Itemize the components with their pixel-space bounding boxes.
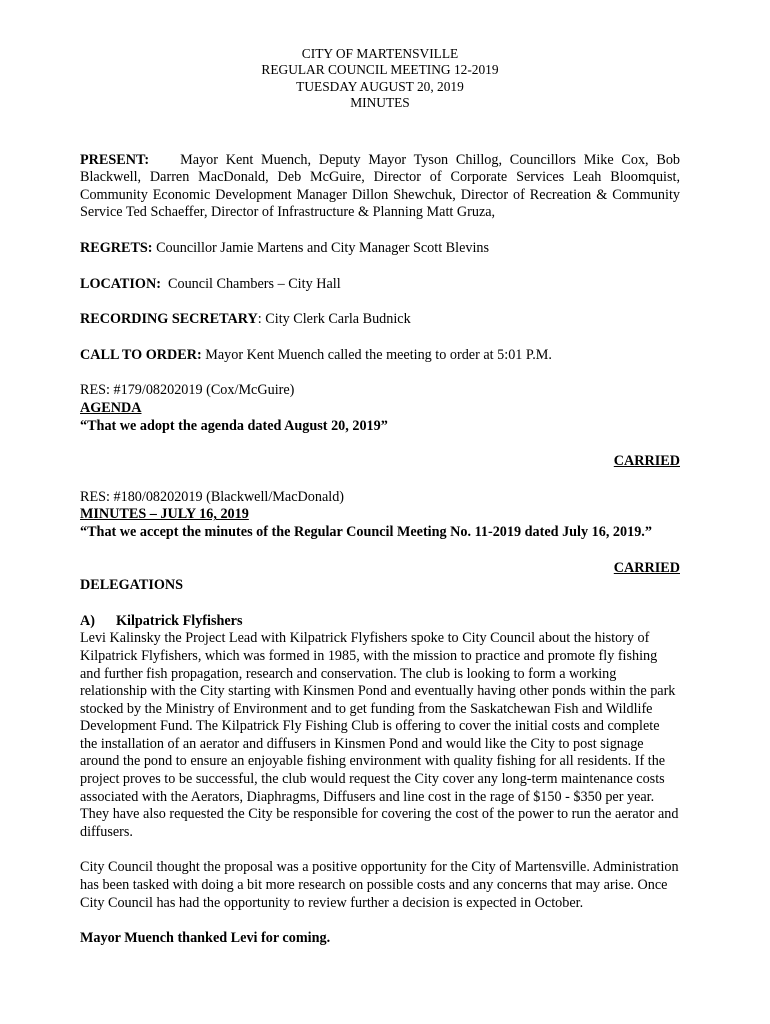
present-label: PRESENT: bbox=[80, 151, 150, 168]
header-city: CITY OF MARTENSVILLE bbox=[301, 46, 459, 61]
resolution-ref: RES: #180/08202019 (Blackwell/MacDonald) bbox=[80, 488, 345, 505]
resolution-result: CARRIED bbox=[613, 559, 680, 576]
resolution-agenda bbox=[80, 382, 680, 470]
present-text: Mayor Kent Muench, Deputy Mayor Tyson Chillog, Councillors Mike Cox, Bob Blackwell, Darren MacDonald, Deb McGuire, Director of Corporate Services Leah Bloomquist, Community Economic Development Manager Dillon Shewchuk, Director of Recreation & Community Service Ted Schaeffer, Director of Infrastructure & Planning Matt Gruza, bbox=[80, 151, 681, 221]
regrets-label: REGRETS: bbox=[80, 240, 153, 256]
location-section bbox=[80, 276, 680, 294]
header-date: TUESDAY AUGUST 20, 2019 bbox=[296, 78, 464, 94]
resolution-result: CARRIED bbox=[613, 453, 680, 470]
call-to-order-section bbox=[80, 347, 680, 365]
regrets-section bbox=[80, 240, 680, 258]
location-label: LOCATION: bbox=[80, 275, 161, 292]
delegation-item-heading bbox=[80, 613, 680, 631]
regrets-text: Councillor Jamie Martens and City Manager Scott Blevins bbox=[156, 240, 490, 256]
delegation-paragraph: Levi Kalinsky the Project Lead with Kilpatrick Flyfishers spoke to City Council about the history of Kilpatrick Flyfishers, which was formed in 1985, with the mission to practice and promote fly fishing and further fish propagation, research and conservation. The club is looking to form a working relationship with the City starting with Kinsmen Pond and eventually having other ponds within the park stocked by the Ministry of Environment and to get funding from the Saskatchewan Fish and Wildlife Development Fund. The Kilpatrick Fly Fishing Club is offering to cover the initial costs and complete the installation of an aerator and diffusers in Kinsmen Pond and would like the City to post signage around the pond to ensure an enjoyable fishing environment with quality fishing for all residents. If the project proves to be successful, the club would request the City cover any long-term maintenance costs associated with the Aerators, Diaphragms, Diffusers and line cost in the rage of $150 - $350 per year. They have also requested the City be responsible for covering the cost of the power to run the aerator and diffusers. bbox=[80, 630, 679, 840]
resolution-motion: “That we accept the minutes of the Regular Council Meeting No. 11-2019 dated July 16, 2019.” bbox=[80, 523, 652, 540]
delegation-closing: Mayor Muench thanked Levi for coming. bbox=[80, 930, 331, 947]
resolution-motion: “That we adopt the agenda dated August 20, 2019” bbox=[80, 417, 388, 434]
delegation-paragraph: City Council thought the proposal was a positive opportunity for the City of Martensville. Administration has been tasked with doing a bit more research on possible costs and any concerns that may arise. Once City Council has had the opportunity to review further a decision is expected in October. bbox=[80, 859, 679, 911]
delegation-item-title: Kilpatrick Flyfishers bbox=[116, 612, 243, 629]
present-section bbox=[80, 152, 680, 222]
recording-secretary-label: RECORDING SECRETARY bbox=[80, 311, 258, 328]
resolution-minutes bbox=[80, 489, 680, 577]
resolution-title: MINUTES – JULY 16, 2019 bbox=[80, 506, 249, 523]
recording-secretary-section bbox=[80, 311, 680, 329]
document-header bbox=[80, 46, 680, 112]
resolution-ref: RES: #179/08202019 (Cox/McGuire) bbox=[80, 382, 295, 399]
resolution-title: AGENDA bbox=[80, 399, 142, 416]
header-meeting: REGULAR COUNCIL MEETING 12-2019 bbox=[261, 62, 499, 78]
call-to-order-text: Mayor Kent Muench called the meeting to order at 5:01 P.M. bbox=[205, 346, 552, 363]
call-to-order-label: CALL TO ORDER: bbox=[80, 346, 202, 363]
delegations-heading: DELEGATIONS bbox=[80, 577, 184, 594]
location-text: Council Chambers – City Hall bbox=[168, 275, 341, 292]
recording-secretary-text: : City Clerk Carla Budnick bbox=[257, 311, 411, 328]
header-minutes: MINUTES bbox=[350, 95, 410, 111]
delegation-item-letter: A) bbox=[80, 612, 95, 629]
document-page bbox=[80, 46, 680, 948]
